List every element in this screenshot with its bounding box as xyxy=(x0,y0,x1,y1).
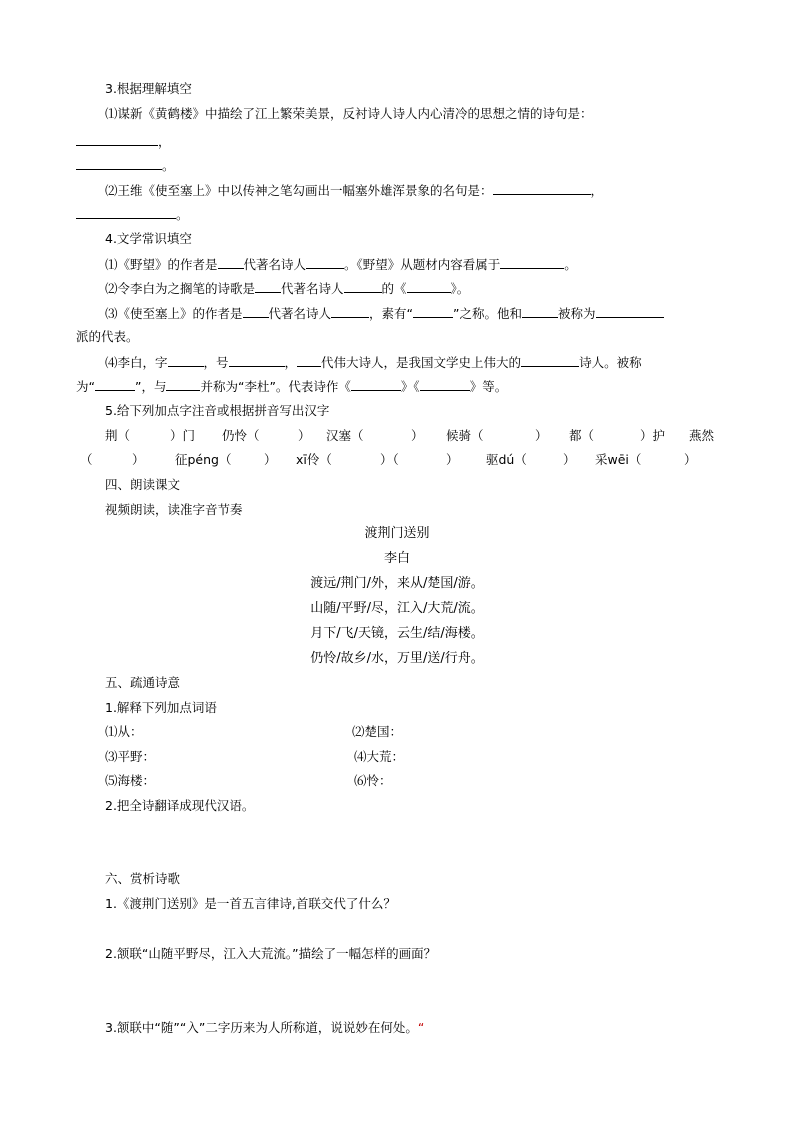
section-meaning-title: 五、疏通诗意 xyxy=(105,675,181,690)
pinyin-item: 燕然 xyxy=(689,428,715,443)
text: 代著名诗人 xyxy=(268,306,332,321)
comma: ， xyxy=(158,134,171,149)
section-5-title: 5.给下列加点字注音或根据拼音写出汉字 xyxy=(105,403,330,418)
blank[interactable] xyxy=(229,354,285,367)
blank[interactable] xyxy=(76,157,162,170)
pinyin-item: xī伶（ xyxy=(296,452,332,467)
text: 代著名诗人 xyxy=(281,281,344,296)
question-4-2 xyxy=(105,280,469,297)
answer-line[interactable] xyxy=(76,206,189,223)
blank[interactable] xyxy=(95,378,135,391)
pinyin-item: ） xyxy=(132,452,145,467)
question-4-4-cont xyxy=(76,378,507,395)
poem-line: 山随/平野/尽，江入/大荒/流。 xyxy=(310,601,484,616)
text: 》。 xyxy=(450,281,470,296)
question-3-1: ⑴谋新《黄鹤楼》中描绘了江上繁荣美景，反衬诗人诗人内心清冷的思想之情的诗句是： xyxy=(105,106,593,121)
appreciate-question-2: 2.颔联“山随平野尽，江入大荒流。”描绘了一幅怎样的画面？ xyxy=(105,946,437,961)
meaning-question-2: 2.把全诗翻译成现代汉语。 xyxy=(105,798,255,813)
blank[interactable] xyxy=(500,256,564,269)
blank[interactable] xyxy=(306,256,344,269)
blank[interactable] xyxy=(522,305,558,318)
question-4-3 xyxy=(105,305,664,322)
text: 被称为 xyxy=(558,306,596,321)
pinyin-item: ）护 xyxy=(640,428,666,443)
blank[interactable] xyxy=(168,354,204,367)
blank[interactable] xyxy=(166,378,200,391)
word-item: ⑵楚国： xyxy=(352,724,403,739)
blank[interactable] xyxy=(351,378,401,391)
period: 。 xyxy=(176,207,189,222)
period: 。 xyxy=(162,158,175,173)
blank[interactable] xyxy=(255,280,281,293)
pinyin-item: 都（ xyxy=(569,428,595,443)
blank[interactable] xyxy=(331,305,369,318)
word-item: ⑴从： xyxy=(105,724,143,739)
text: 代著名诗人 xyxy=(243,257,307,272)
blank[interactable] xyxy=(344,280,382,293)
text: 。 xyxy=(564,257,577,272)
question-3-2 xyxy=(105,182,603,199)
blank[interactable] xyxy=(596,305,664,318)
pinyin-item: ） xyxy=(563,452,576,467)
text: ⑶《使至塞上》的作者是 xyxy=(105,306,243,321)
pinyin-item: ） xyxy=(411,428,424,443)
blank[interactable] xyxy=(76,133,158,146)
question-4-4 xyxy=(105,354,642,371)
answer-line[interactable] xyxy=(76,157,175,174)
text: ⑵令李白为之搁笔的诗歌是 xyxy=(105,281,256,296)
blank[interactable] xyxy=(521,354,579,367)
appreciate-question-3 xyxy=(105,1020,424,1036)
text: ”，与 xyxy=(134,379,167,394)
pinyin-item: ）门 xyxy=(170,428,196,443)
poem-title: 渡荆门送别 xyxy=(364,526,430,541)
text: 为“ xyxy=(76,379,95,394)
pinyin-item: 仍怜（ xyxy=(222,428,260,443)
pinyin-item: ） xyxy=(298,428,311,443)
pinyin-item: ）（ xyxy=(380,452,399,467)
meaning-question-1: 1.解释下列加点词语 xyxy=(105,700,217,715)
word-item: ⑷大荒： xyxy=(354,749,405,764)
question-4-3-cont: 派的代表。 xyxy=(76,329,139,344)
pinyin-item: 汉塞（ xyxy=(326,428,364,443)
blank[interactable] xyxy=(243,305,269,318)
poem-author: 李白 xyxy=(383,551,410,566)
text: 。《野望》从题材内容看属于 xyxy=(344,257,501,272)
word-item: ⑸海楼： xyxy=(105,773,156,788)
text: 》等。 xyxy=(469,379,508,394)
red-quote-mark: “ xyxy=(417,1020,425,1035)
poem-line: 渡远/荆门/外，来从/楚国/游。 xyxy=(310,576,484,591)
blank[interactable] xyxy=(76,206,176,219)
pinyin-item: 荆（ xyxy=(105,428,131,443)
text: 诗人。被称 xyxy=(579,355,642,370)
pinyin-item: 采wēi（ xyxy=(595,452,642,467)
section-appreciate-title: 六、赏析诗歌 xyxy=(105,871,181,886)
pinyin-item: 驱dú（ xyxy=(486,452,527,467)
section-3-title: 3.根据理解填空 xyxy=(105,81,192,96)
blank[interactable] xyxy=(407,280,451,293)
text: ⑷李白，字 xyxy=(105,355,168,370)
text: 并称为“李杜”。代表诗作《 xyxy=(200,379,351,394)
pinyin-item: ） xyxy=(264,452,277,467)
pinyin-item: 候骑（ xyxy=(446,428,484,443)
question-4-1 xyxy=(105,256,577,273)
pinyin-item: ） xyxy=(684,452,697,467)
section-read-title: 四、朗读课文 xyxy=(105,477,181,492)
comma: ， xyxy=(590,183,604,198)
blank[interactable] xyxy=(413,305,453,318)
pinyin-item: ） xyxy=(446,452,459,467)
appreciate-question-1: 1.《渡荆门送别》是一首五言律诗,首联交代了什么？ xyxy=(105,896,396,911)
pinyin-item: 征péng（ xyxy=(175,452,232,467)
text: ，号 xyxy=(203,355,229,370)
text: 代伟大诗人，是我国文学史上伟大的 xyxy=(321,355,522,370)
poem-line: 月下/飞/天镜，云生/结/海楼。 xyxy=(310,626,484,641)
text: 》《 xyxy=(400,379,420,394)
section-4-title: 4.文学常识填空 xyxy=(105,231,192,246)
text: ”之称。他和 xyxy=(453,306,522,321)
read-instruction: 视频朗读，读准字音节奏 xyxy=(105,502,243,517)
blank[interactable] xyxy=(420,378,470,391)
word-item: ⑹怜： xyxy=(354,773,392,788)
blank[interactable] xyxy=(297,354,321,367)
text: ， xyxy=(284,355,298,370)
question-text: 3.颔联中“随”“入”二字历来为人所称道，说说妙在何处。 xyxy=(105,1020,418,1035)
poem-line: 仍怜/故乡/水，万里/送/行舟。 xyxy=(310,651,484,666)
word-item: ⑶平野： xyxy=(105,749,156,764)
answer-line[interactable] xyxy=(76,133,171,150)
text: ⑴《野望》的作者是 xyxy=(105,257,218,272)
pinyin-item: ） xyxy=(535,428,548,443)
blank[interactable] xyxy=(493,182,591,195)
text: ，素有“ xyxy=(369,306,414,321)
question-text: ⑵王维《使至塞上》中以传神之笔勾画出一幅塞外雄浑景象的名句是： xyxy=(105,183,493,198)
pinyin-item: （ xyxy=(80,452,93,467)
text: 的《 xyxy=(381,281,407,296)
blank[interactable] xyxy=(218,256,244,269)
